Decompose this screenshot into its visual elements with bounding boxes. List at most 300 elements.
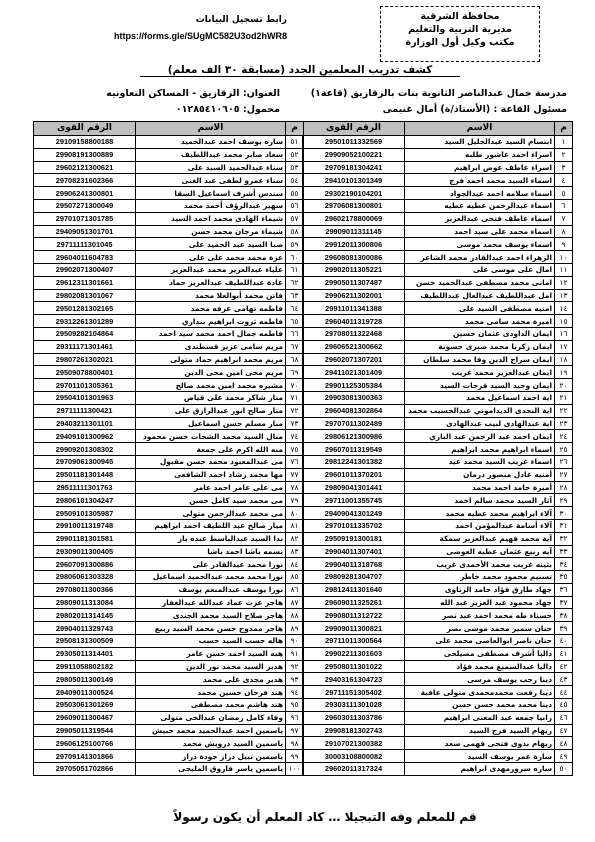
table-row	[303, 763, 573, 776]
table-row	[303, 174, 573, 187]
row-number: ٧١	[286, 391, 304, 404]
table-row	[34, 455, 304, 468]
row-name: ميار صالح عبد اللطيف احمد ابراهيم	[136, 519, 286, 532]
row-national-id: 29904011318768	[303, 558, 405, 571]
row-number: ٩٠	[286, 635, 304, 648]
row-national-id: 29602011317324	[303, 763, 405, 776]
table-row	[303, 583, 573, 596]
table-row	[303, 507, 573, 520]
row-name: آلاء ابراهيم محمد عطيه محمد	[405, 507, 555, 520]
row-name: امل عبداللطيف عبدالعال عبداللطيف	[405, 289, 555, 302]
table-row	[34, 430, 304, 443]
row-national-id: 29809281304707	[303, 571, 405, 584]
row-number: ٩٣	[286, 673, 304, 686]
row-national-id: 29708231602366	[34, 174, 136, 187]
row-number: ١٨	[555, 353, 573, 366]
row-national-id: 29606521300662	[303, 340, 405, 353]
row-number: ٧٤	[286, 430, 304, 443]
row-number: ٨٨	[286, 609, 304, 622]
row-national-id: 29807261302021	[34, 353, 136, 366]
table-row	[303, 251, 573, 264]
row-number: ٣٩	[555, 622, 573, 635]
row-number: ٣٧	[555, 596, 573, 609]
row-national-id: 29909011311145	[303, 225, 405, 238]
table-row	[34, 571, 304, 584]
row-name: عزة محمد محمد على على	[136, 251, 286, 264]
table-row	[303, 596, 573, 609]
row-name: اسماء عبدالرحمن عطيه عطيه	[405, 199, 555, 212]
row-national-id: 29411021301409	[303, 366, 405, 379]
header-name: الاسم	[405, 122, 555, 136]
row-number: ٤٦	[555, 711, 573, 724]
row-number: ٢٦	[555, 455, 573, 468]
row-number: ٩٢	[286, 660, 304, 673]
row-name: اسماء ابراهيم محمد ابراهيم	[405, 443, 555, 456]
organization-box	[380, 6, 540, 62]
row-name: ياسمين السيد درويش محمد	[136, 737, 286, 750]
row-number: ٥٥	[286, 187, 304, 200]
row-name: وفاء كامل رمضان عبدالحى متولى	[136, 711, 286, 724]
row-national-id: 29901181301581	[34, 532, 136, 545]
row-national-id: 29509078800401	[34, 366, 136, 379]
row-number: ٩٤	[286, 686, 304, 699]
row-name: نسمه باشا احمد باشا	[136, 545, 286, 558]
row-national-id: 29802011314145	[34, 609, 136, 622]
row-number: ٥	[555, 187, 573, 200]
table-row	[34, 199, 304, 212]
row-name: ياسمين ياسر فاروق المليجى	[136, 763, 286, 776]
row-number: ٢١	[555, 391, 573, 404]
table-row	[34, 686, 304, 699]
header-code: الرقم القوى	[303, 122, 405, 136]
row-name: مى عبدالمعبود محمد حسن مقبول	[136, 455, 286, 468]
row-number: ٩٦	[286, 711, 304, 724]
row-number: ٦٧	[286, 340, 304, 353]
row-number: ٦٦	[286, 327, 304, 340]
row-national-id: 29711111301045	[34, 238, 136, 251]
row-number: ٢	[555, 148, 573, 161]
row-national-id: 29509101305987	[34, 507, 136, 520]
table-row	[34, 379, 304, 392]
row-name: ياسمين احمد عبدالحميد محمد حبيش	[136, 724, 286, 737]
row-national-id: 29905011307487	[303, 276, 405, 289]
row-number: ٤٣	[555, 673, 573, 686]
row-number: ٤١	[555, 647, 573, 660]
table-row	[303, 391, 573, 404]
row-national-id: 29809011313084	[34, 596, 136, 609]
row-name: داليا أشرف مصطفى مصيلحى	[405, 647, 555, 660]
mobile-line: محمول: ٠١٢٨٥٤١٠٦٠٥	[175, 104, 280, 115]
table-row	[303, 379, 573, 392]
row-name: اية النجدى الديداموني عبدالحسيب محمد	[405, 404, 555, 417]
row-name: ايمان وحيد السيد فرحات السيد	[405, 379, 555, 392]
row-name: امانى محمد مصطفى عبدالحميد حسن	[405, 276, 555, 289]
table-row	[303, 187, 573, 200]
row-number: ٦٤	[286, 302, 304, 315]
row-national-id: 29503061301269	[34, 699, 136, 712]
row-number: ٥٩	[286, 238, 304, 251]
row-number: ٨٧	[286, 596, 304, 609]
row-national-id: 29709061300945	[34, 455, 136, 468]
table-row	[34, 750, 304, 763]
row-name: اية احمد اسماعيل محمد	[405, 391, 555, 404]
row-name: حنان سمير محمد موسى نصر	[405, 622, 555, 635]
table-row	[34, 596, 304, 609]
row-national-id: 29909011300821	[303, 622, 405, 635]
row-number: ٣٦	[555, 583, 573, 596]
row-name: هاجر ممدوح حسن محمد السيد ربيع	[136, 622, 286, 635]
row-national-id: 29602071307201	[303, 353, 405, 366]
row-name: اسراء احمد عاشور طلبه	[405, 148, 555, 161]
row-number: ٨٦	[286, 583, 304, 596]
row-name: اسماء محمد على سيد احمد	[405, 225, 555, 238]
row-national-id: 29601011370201	[303, 468, 405, 481]
row-name: حسناء طه محمد احمد عبد نصر	[405, 609, 555, 622]
row-name: آلاء أسامة عبدالمؤمن احمد	[405, 519, 555, 532]
row-name: مريم محمد ابراهيم حماد متولى	[136, 353, 286, 366]
row-number: ٦٠	[286, 251, 304, 264]
row-national-id: 29910011319748	[34, 519, 136, 532]
row-number: ١١	[555, 263, 573, 276]
table-row	[303, 468, 573, 481]
table-row	[34, 609, 304, 622]
table-row	[303, 302, 573, 315]
row-number: ٤	[555, 174, 573, 187]
row-name: اميرة محمد سامى محمد	[405, 315, 555, 328]
row-number: ٣١	[555, 519, 573, 532]
row-name: منه الله اكرم على جمعة	[136, 443, 286, 456]
row-national-id: 29509282104864	[34, 327, 136, 340]
header-name: الاسم	[136, 122, 286, 136]
row-national-id: 29508011301022	[303, 660, 405, 673]
header-code: الرقم القوى	[34, 122, 136, 136]
table-row	[303, 212, 573, 225]
row-number: ٩٩	[286, 750, 304, 763]
row-name: علياء عبدالعزيز محمد عبدالعزيز	[136, 263, 286, 276]
table-row	[34, 225, 304, 238]
row-name: ايمان الداودى عثمان حسين	[405, 327, 555, 340]
row-national-id: 29709181304241	[303, 161, 405, 174]
row-number: ٨٠	[286, 507, 304, 520]
row-number: ٣٥	[555, 571, 573, 584]
table-row	[34, 532, 304, 545]
row-number: ٥٤	[286, 174, 304, 187]
table-row	[34, 366, 304, 379]
table-row	[303, 161, 573, 174]
row-number: ٤٢	[555, 660, 573, 673]
row-number: ٩٨	[286, 737, 304, 750]
row-number: ٥٠	[555, 763, 573, 776]
row-number: ٨٣	[286, 545, 304, 558]
row-national-id: 29711001355745	[303, 494, 405, 507]
row-number: ٩١	[286, 647, 304, 660]
row-number: ٢٧	[555, 468, 573, 481]
row-name: ايمان احمد عبد الرحمن عبد الباري	[405, 430, 555, 443]
row-number: ٨٢	[286, 532, 304, 545]
row-national-id: 29612311301661	[34, 276, 136, 289]
table-header-row	[303, 122, 573, 136]
row-name: سهير عبدالرؤف أحمد محمد	[136, 199, 286, 212]
table-row	[303, 289, 573, 302]
row-name: هدير مجدى على محمد	[136, 673, 286, 686]
row-national-id: 29911011341388	[303, 302, 405, 315]
table-row	[303, 276, 573, 289]
row-number: ٩	[555, 238, 573, 251]
table-row	[34, 763, 304, 776]
row-number: ٥٨	[286, 225, 304, 238]
row-number: ٧٥	[286, 443, 304, 456]
row-name: شيماء مرجان محمد حسن	[136, 225, 286, 238]
table-row	[34, 289, 304, 302]
table-row	[34, 507, 304, 520]
row-name: فاطمه ثروت ابراهيم بنداري	[136, 315, 286, 328]
row-number: ٦٩	[286, 366, 304, 379]
row-name: فاطمه تهامى عرفه محمد	[136, 302, 286, 315]
row-name: اسماء عاطف فتحى عبدالعزيز	[405, 212, 555, 225]
table-row	[34, 353, 304, 366]
row-name: فاطمه جمال احمد محمد سيد احمد	[136, 327, 286, 340]
table-row	[303, 711, 573, 724]
row-national-id: 29711151305402	[303, 686, 405, 699]
row-number: ١٠	[555, 251, 573, 264]
row-number: ١٢	[555, 276, 573, 289]
row-name: داليا عبدالسميع محمد فؤاد	[405, 660, 555, 673]
table-row	[34, 494, 304, 507]
row-name: جهاد محمود عبد العزيز عبد الله	[405, 596, 555, 609]
row-number: ٥٢	[286, 148, 304, 161]
row-national-id: 29607091300886	[34, 558, 136, 571]
table-row	[303, 443, 573, 456]
row-number: ٦٣	[286, 289, 304, 302]
row-number: ١٤	[555, 302, 573, 315]
table-row	[303, 136, 573, 149]
registration-link-url[interactable]: https://forms.gle/SUgMC582U3od2hWR8	[113, 31, 287, 41]
row-national-id: 29908191300889	[34, 148, 136, 161]
footer-quote: قم للمعلم وفه التبجيلا … كاد المعلم أن يكون رسولاً	[173, 810, 477, 824]
row-national-id: 29109158800188	[34, 136, 136, 149]
table-row	[34, 136, 304, 149]
table-row	[303, 481, 573, 494]
row-national-id: 29906211302001	[303, 289, 405, 302]
table-row	[34, 519, 304, 532]
row-national-id: 29409011300524	[34, 686, 136, 699]
row-number: ١٩	[555, 366, 573, 379]
row-national-id: 29303111301028	[303, 699, 405, 712]
row-name: اسماء السيد محمد احمد فرج	[405, 174, 555, 187]
table-row	[34, 737, 304, 750]
row-national-id: 29409041301249	[303, 507, 405, 520]
row-number: ٧٠	[286, 379, 304, 392]
school-name: مدرسة جمال عبدالناصر الثانوية بنات بالزقازيق (قاعة١)	[310, 88, 567, 99]
table-row	[34, 724, 304, 737]
row-national-id: 29309011300405	[34, 545, 136, 558]
page-title: كشف تدريب المعلمين الجدد (مسابقة ٣٠ الف معلم)	[140, 64, 460, 77]
row-name: نورا يوسف عبدالمنعم يوسف	[136, 583, 286, 596]
row-number: ٣٠	[555, 507, 573, 520]
row-number: ٢٥	[555, 443, 573, 456]
table-row	[34, 187, 304, 200]
row-name: منال السيد محمد الشحات حسن محمود	[136, 430, 286, 443]
table-row	[303, 532, 573, 545]
table-row	[303, 148, 573, 161]
table-row	[303, 238, 573, 251]
row-name: اسماء سلامه احمد عبدالجواد	[405, 187, 555, 200]
row-name: اسماء غريب السيد محمد عيد	[405, 455, 555, 468]
row-name: هند هاشم محمد مصطفى	[136, 699, 286, 712]
table-row	[303, 263, 573, 276]
row-name: ساره يوسف احمد عبدالحميد	[136, 136, 286, 149]
row-national-id: 29707011302489	[303, 417, 405, 430]
school-info	[267, 86, 567, 118]
row-number: ٤٧	[555, 724, 573, 737]
org-directorate: مديرية التربية والتعليم	[408, 24, 512, 35]
row-national-id: 29701071301785	[34, 212, 136, 225]
table-row	[303, 737, 573, 750]
row-national-id: 29501011332569	[303, 136, 405, 149]
tables-area	[33, 121, 573, 807]
row-number: ٧٩	[286, 494, 304, 507]
row-number: ٤٩	[555, 750, 573, 763]
row-national-id: 29909201308302	[34, 443, 136, 456]
row-national-id: 29606125100766	[34, 737, 136, 750]
row-number: ٦١	[286, 263, 304, 276]
row-number: ١٦	[555, 327, 573, 340]
row-name: سناء عمرو لطفى عبد الغنى	[136, 174, 286, 187]
table-right	[302, 121, 573, 776]
row-number: ١٠٠	[286, 763, 304, 776]
row-name: ساره سرورمهدى ابراهيم	[405, 763, 555, 776]
table-row	[34, 711, 304, 724]
table-row	[34, 302, 304, 315]
row-name: شيماء الهادى محمد احمد السيد	[136, 212, 286, 225]
row-national-id: 29509191300181	[303, 532, 405, 545]
row-number: ٦٨	[286, 353, 304, 366]
row-name: امال على موسى على	[405, 263, 555, 276]
row-number: ٩٥	[286, 699, 304, 712]
row-number: ٨١	[286, 519, 304, 532]
row-name: بثينه غريب محمد الأحمدى غريب	[405, 558, 555, 571]
row-national-id: 29507271300049	[34, 199, 136, 212]
row-number: ٢٤	[555, 430, 573, 443]
row-number: ٣٣	[555, 545, 573, 558]
row-national-id: 29909052100221	[303, 148, 405, 161]
table-row	[34, 673, 304, 686]
row-number: ٤٤	[555, 686, 573, 699]
row-national-id: 29511111301763	[34, 481, 136, 494]
row-national-id: 29609011325261	[303, 596, 405, 609]
table-row	[34, 635, 304, 648]
row-name: مريم محى امين محى الدين	[136, 366, 286, 379]
header-num: م	[555, 122, 573, 136]
table-row	[34, 391, 304, 404]
row-number: ٣	[555, 161, 573, 174]
row-name: مها محمد رشاد احمد الشافعى	[136, 468, 286, 481]
header-num: م	[286, 122, 304, 136]
row-number: ٧٣	[286, 417, 304, 430]
table-row	[303, 686, 573, 699]
row-national-id: 29904011307401	[303, 545, 405, 558]
table-row	[34, 148, 304, 161]
row-name: سندس أشرف اسماعيل السقا	[136, 187, 286, 200]
row-name: سارة عمر يوسف السيد	[405, 750, 555, 763]
table-row	[34, 276, 304, 289]
row-national-id: 29604011319728	[303, 315, 405, 328]
row-number: ١	[555, 136, 573, 149]
row-name: آية محمد فهيم عبدالعزيز سمكة	[405, 532, 555, 545]
row-national-id: 29708011300366	[34, 583, 136, 596]
row-name: ياسمين نبيل دراز جودة دراز	[136, 750, 286, 763]
row-name: سناء عبدالحميد السيد على	[136, 161, 286, 174]
row-name: اسماء يوسف محمد موسى	[405, 238, 555, 251]
row-national-id: 29902071300407	[34, 263, 136, 276]
row-name: ندا السيد عبدالباسط عبده باز	[136, 532, 286, 545]
row-national-id: 29701101305361	[34, 379, 136, 392]
row-national-id: 29403161304723	[303, 673, 405, 686]
row-name: مى محمد سيد كامل حسن	[136, 494, 286, 507]
table-row	[34, 622, 304, 635]
address-line: العنوان: الزقازيق - المساكن التعاونيه	[106, 88, 280, 99]
row-national-id: 29311171301461	[34, 340, 136, 353]
table-row	[34, 340, 304, 353]
org-governorate: محافظة الشرقية	[420, 11, 500, 22]
row-national-id: 29603011303786	[303, 711, 405, 724]
row-national-id: 29504101301963	[34, 391, 136, 404]
table-row	[303, 673, 573, 686]
row-number: ١٧	[555, 340, 573, 353]
table-row	[34, 417, 304, 430]
row-name: منار مسلم حسن اسماعيل	[136, 417, 286, 430]
table-row	[303, 750, 573, 763]
row-number: ٨٤	[286, 558, 304, 571]
registration-link-box	[92, 12, 287, 44]
row-national-id: 29409101300962	[34, 430, 136, 443]
row-national-id: 29806061303328	[34, 571, 136, 584]
address-info	[70, 86, 280, 118]
table-row	[34, 174, 304, 187]
row-name: مشيره محمد امين محمد صالح	[136, 379, 286, 392]
org-office: مكتب وكيل أول الوزارة	[405, 37, 515, 48]
row-national-id: 29501281302165	[34, 302, 136, 315]
row-name: دينا رجب يوسف مرسى	[405, 673, 555, 686]
row-number: ٢٠	[555, 379, 573, 392]
row-national-id: 29706081300801	[303, 199, 405, 212]
table-row	[34, 327, 304, 340]
row-number: ٣٤	[555, 558, 573, 571]
row-name: منار صالح انور عبدالرازق على	[136, 404, 286, 417]
row-national-id: 29806121300986	[303, 430, 405, 443]
row-name: ايمان سراج الدين وفا محمد سلطان	[405, 353, 555, 366]
table-row	[303, 353, 573, 366]
row-national-id: 29912011300806	[303, 238, 405, 251]
table-row	[303, 455, 573, 468]
row-number: ٧٧	[286, 468, 304, 481]
row-name: آيه ربيع عثمان عطيه العوضى	[405, 545, 555, 558]
table-row	[34, 212, 304, 225]
row-number: ٧	[555, 212, 573, 225]
row-number: ٢٣	[555, 417, 573, 430]
table-row	[34, 558, 304, 571]
row-number: ٢٩	[555, 494, 573, 507]
row-name: ايمان عبدالعزيز محمد غريب	[405, 366, 555, 379]
table-row	[303, 519, 573, 532]
row-national-id: 29403211301101	[34, 417, 136, 430]
table-row	[303, 366, 573, 379]
row-national-id: 29809041301441	[303, 481, 405, 494]
row-national-id: 29302190104201	[303, 187, 405, 200]
row-name: هاله حسب السيد حسب	[136, 635, 286, 648]
row-name: حنان ناصر ابوالعاصى محمد على	[405, 635, 555, 648]
row-national-id: 29312261301289	[34, 315, 136, 328]
